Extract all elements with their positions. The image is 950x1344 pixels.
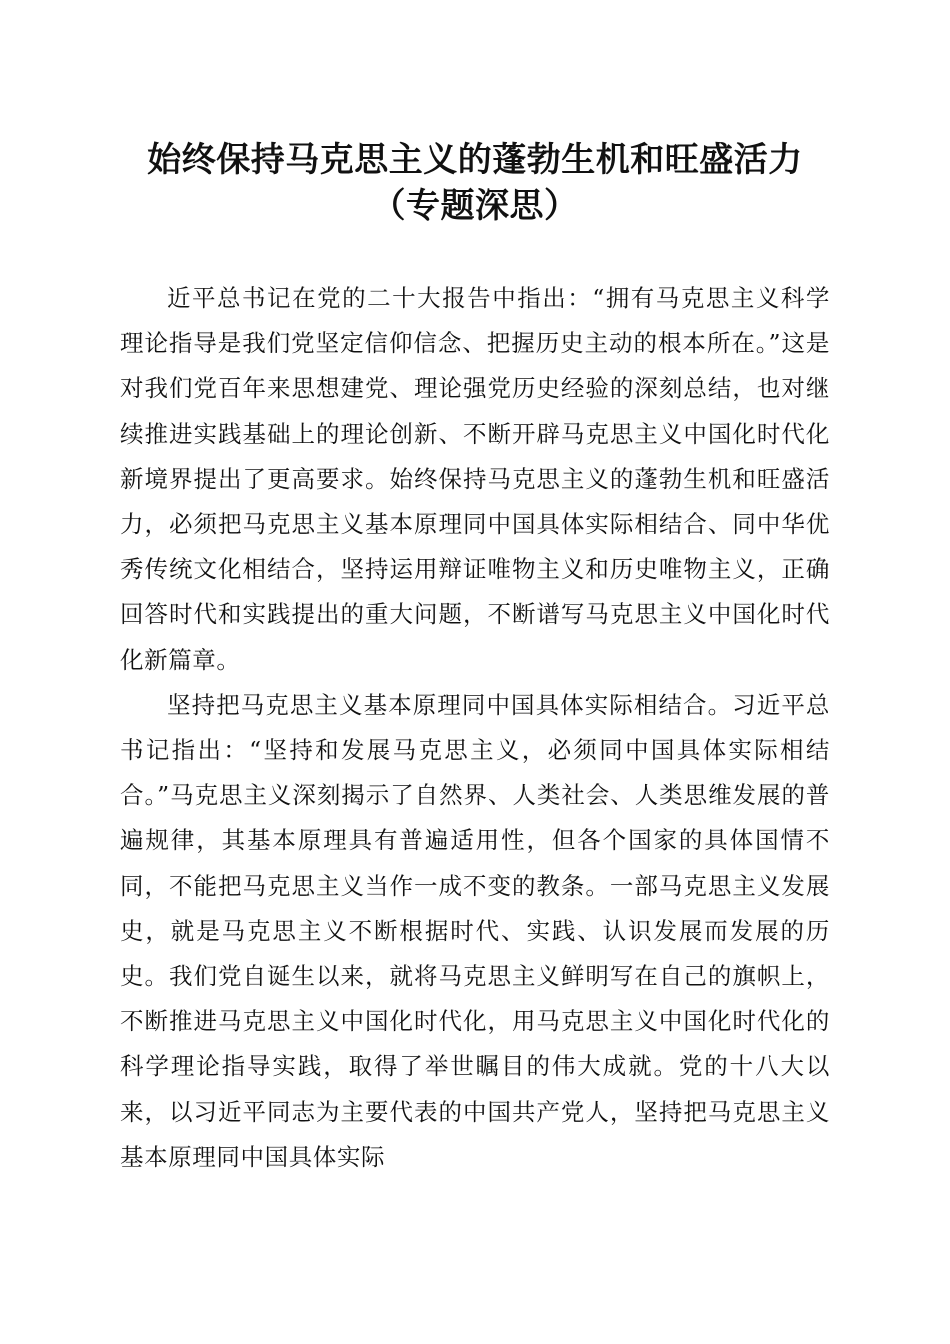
title-subtitle: （专题深思） xyxy=(371,186,579,226)
paragraph: 坚持把马克思主义基本原理同中国具体实际相结合。习近平总书记指出：“坚持和发展马克思主义，必须同中国具体实际相结合。”马克思主义深刻揭示了自然界、人类社会、人类思维发展的普遍规律，其基本原理具有普遍适用性，但各个国家的具体国情不同，不能把马克思主义当作一成不变的教条。一部马克思主义发展史，就是马克思主义不断根据时代、实践、认识发展而发展的历史。我们党自诞生以来，就将马克思主义鲜明写在自己的旗帜上，不断推进马克思主义中国化时代化，用马克思主义中国化时代化的科学理论指导实践，取得了举世瞩目的伟大成就。党的十八大以来，以习近平同志为主要代表的中国共产党人，坚持把马克思主义基本原理同中国具体实际 xyxy=(120,690,830,1171)
document-body xyxy=(120,276,830,1180)
document-title xyxy=(100,137,850,229)
paragraph: 近平总书记在党的二十大报告中指出：“拥有马克思主义科学理论指导是我们党坚定信仰信念、把握历史主动的根本所在。”这是对我们党百年来思想建党、理论强党历史经验的深刻总结，也对继续推进实践基础上的理论创新、不断开辟马克思主义中国化时代化新境界提出了更高要求。始终保持马克思主义的蓬勃生机和旺盛活力，必须把马克思主义基本原理同中国具体实际相结合、同中华优秀传统文化相结合，坚持运用辩证唯物主义和历史唯物主义，正确回答时代和实践提出的重大问题，不断谱写马克思主义中国化时代化新篇章。 xyxy=(120,284,830,674)
title-main: 始终保持马克思主义的蓬勃生机和旺盛活力 xyxy=(147,140,803,180)
